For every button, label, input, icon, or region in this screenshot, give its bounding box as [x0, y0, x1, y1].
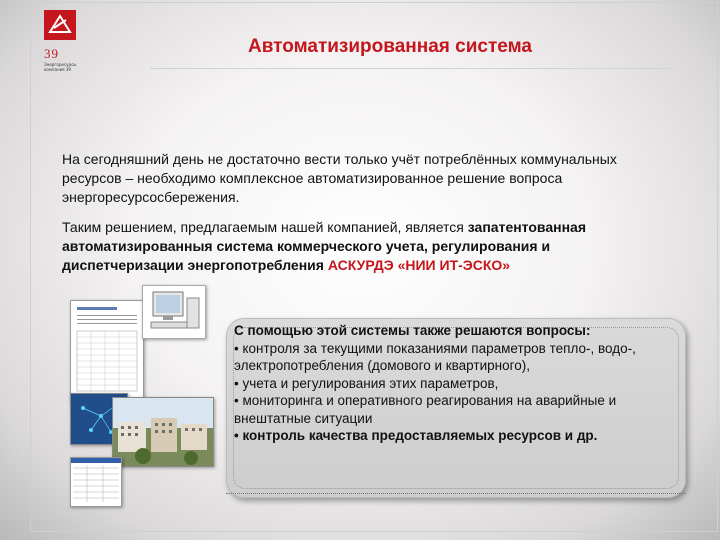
page-title: Автоматизированная система [248, 36, 532, 57]
features-item-quality: • контроль качества предоставляемых ресурсов и др. [234, 428, 598, 443]
data-table-image [70, 457, 122, 507]
logo-number: 39 [44, 46, 59, 61]
product-name: АСКУРДЭ «НИИ ИТ-ЭСКО» [327, 257, 511, 273]
solution-intro: Таким решением, предлагаемым нашей компанией, является [62, 219, 468, 235]
solution-paragraph [62, 218, 672, 275]
features-text [234, 322, 680, 445]
report-document-image [70, 300, 144, 404]
features-item: • контроля за текущими показаниями параметров тепло-, водо-, электропотребления (домового и квартирного), [234, 340, 636, 373]
features-item: • мониторинга и оперативного реагирования на аварийные и внештатные ситуации [234, 393, 617, 426]
bottom-dotted-rule [226, 493, 686, 494]
title-divider [150, 68, 670, 69]
logo-emblem-icon [44, 10, 76, 40]
logo-caption: Энергоресурсы компания 39 [44, 62, 77, 72]
features-heading: С помощью этой системы также решаются вопросы: [234, 323, 591, 338]
company-logo [44, 10, 80, 70]
computer-image [142, 285, 206, 339]
solution-bold: запатентованная автоматизированныя система коммерческого учета, регулирования и диспетчеризации энергопотребления [62, 219, 586, 273]
features-item: • учета и регулирования этих параметров, [234, 375, 499, 391]
intro-paragraph: На сегодняшний день не достаточно вести только учёт потреблённых коммунальных ресурсов – необходимо комплексное автоматизированное решение вопроса энергоресурсосбережения. [62, 151, 617, 205]
city-photo [112, 397, 214, 467]
